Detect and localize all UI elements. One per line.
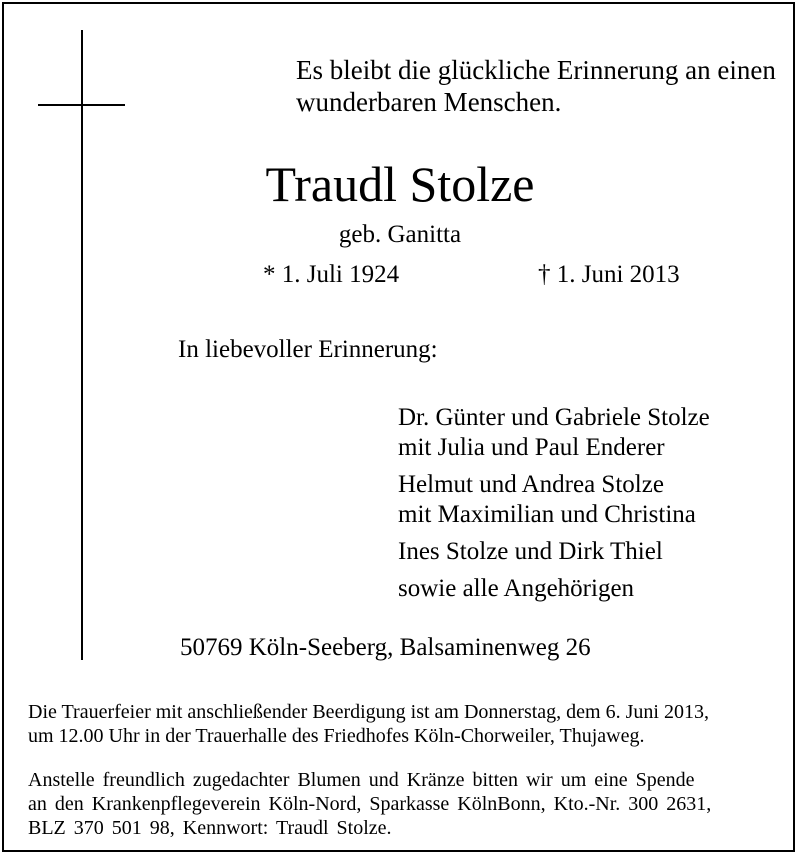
donation-line: an den Krankenpflegeverein Köln-Nord, Sparkasse KölnBonn, Kto.-Nr. 300 2631,: [28, 793, 712, 815]
mourner-group: [398, 574, 710, 604]
family-address: 50769 Köln-Seeberg, Balsaminenweg 26: [180, 634, 591, 661]
donation-line: BLZ 370 501 98, Kennwort: Traudl Stolze.: [28, 817, 392, 839]
cross-horizontal-bar: [38, 104, 125, 106]
mourner-line: Ines Stolze und Dirk Thiel: [398, 538, 663, 565]
deceased-name: Traudl Stolze: [265, 156, 535, 212]
birth-date: * 1. Juli 1924: [263, 261, 400, 288]
mourner-line: mit Maximilian und Christina: [398, 501, 696, 528]
mourners-list: [398, 403, 710, 604]
mourner-group: [398, 403, 710, 463]
motto-line: wunderbaren Menschen.: [296, 87, 562, 117]
death-date: † 1. Juni 2013: [538, 261, 680, 288]
funeral-line: Die Trauerfeier mit anschließender Beerdigung ist am Donnerstag, dem 6. Juni 2013,: [28, 701, 709, 723]
motto-line: Es bleibt die glückliche Erinnerung an einen: [296, 55, 776, 85]
birth-name: geb. Ganitta: [338, 221, 462, 248]
funeral-details: [28, 700, 709, 748]
donation-request: [28, 768, 711, 840]
cross-vertical-bar: [81, 30, 83, 660]
mourner-group: [398, 470, 710, 530]
mourner-group: [398, 537, 710, 567]
mourner-line: sowie alle Angehörigen: [398, 575, 635, 602]
donation-line: Anstelle freundlich zugedachter Blumen und Kränze bitten wir um eine Spende: [28, 769, 695, 791]
mourner-line: mit Julia und Paul Enderer: [398, 434, 665, 461]
motto: [296, 54, 776, 118]
mourner-line: Dr. Günter und Gabriele Stolze: [398, 404, 710, 431]
memory-heading: In liebevoller Erinnerung:: [178, 336, 438, 363]
mourner-line: Helmut und Andrea Stolze: [398, 471, 664, 498]
funeral-line: um 12.00 Uhr in der Trauerhalle des Friedhofes Köln-Chorweiler, Thujaweg.: [28, 725, 645, 747]
